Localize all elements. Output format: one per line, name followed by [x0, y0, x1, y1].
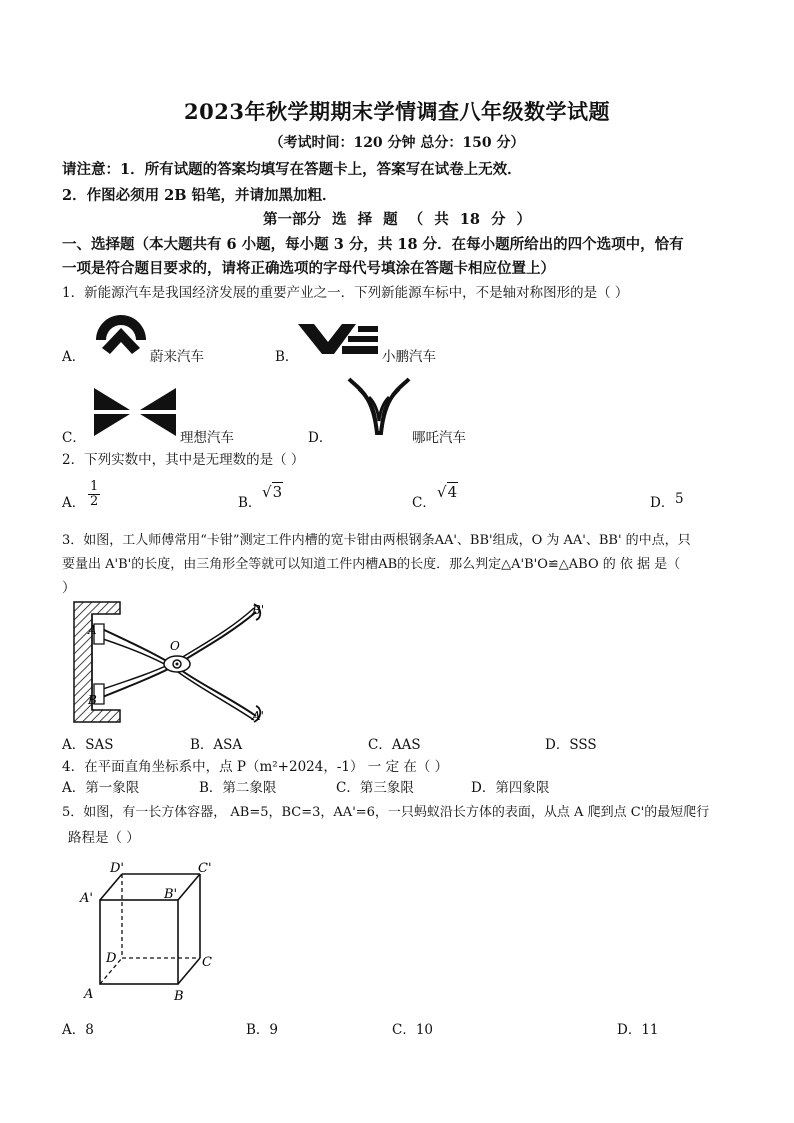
part1-intro-line-2: 一项是符合题目要求的，请将正确选项的字母代号填涂在答题卡相应位置上） — [62, 260, 555, 277]
point-d-label: D — [106, 951, 117, 966]
li-auto-logo-icon — [92, 386, 178, 438]
sqrt-icon: √ — [262, 483, 272, 501]
q5-option-d: D．11 — [617, 1022, 659, 1038]
q2-option-d-letter: D． — [650, 495, 675, 511]
q5-option-c: C．10 — [392, 1022, 434, 1038]
point-a-label: A — [84, 987, 94, 1002]
q1-option-d-letter: D． — [308, 430, 333, 446]
point-d-prime-label: D' — [110, 861, 124, 876]
q2-option-b-letter: B． — [238, 495, 262, 511]
q4-stem: 4．在平面直角坐标系中，点 P（m²+2024，-1） 一 定 在（ ） — [62, 759, 449, 775]
neta-logo-icon — [345, 375, 413, 435]
q1-option-b-label: 小鹏汽车 — [382, 349, 436, 365]
q3-line-3: ） — [62, 580, 76, 596]
point-b-label: B — [88, 693, 97, 707]
point-b-prime-label: B' — [164, 887, 178, 902]
q3-option-c: C．AAS — [368, 737, 421, 753]
q2-option-b-sqrt — [262, 483, 283, 501]
point-a-label: A — [88, 623, 97, 637]
q1-option-a-letter: A． — [62, 349, 86, 365]
q4-option-c: C．第三象限 — [336, 780, 414, 796]
point-o-label: O — [170, 639, 180, 653]
sqrt-icon: √ — [437, 483, 447, 501]
part1-heading: 第一部分 选 择 题 （ 共 18 分 ） — [262, 211, 532, 228]
radicand: 4 — [447, 483, 458, 501]
q2-option-a-fraction — [88, 480, 100, 509]
point-b-label: B — [174, 989, 184, 1004]
point-a-prime-label: A' — [80, 891, 93, 906]
q4-option-b: B．第二象限 — [199, 780, 277, 796]
point-b-prime-label: B' — [252, 603, 265, 617]
q2-option-d-value: 5 — [675, 491, 684, 507]
q3-option-a: A．SAS — [62, 737, 114, 753]
exam-title: 2023年秋学期期末学情调查八年级数学试题 — [184, 99, 610, 124]
q2-stem: 2．下列实数中，其中是无理数的是（ ） — [62, 452, 305, 468]
q2-option-a-letter: A． — [62, 495, 86, 511]
q1-option-a-label: 蔚来汽车 — [150, 349, 204, 365]
part1-intro-line-1: 一、选择题（本大题共有 6 小题，每小题 3 分，共 18 分．在每小题所给出的四个选项中，恰有 — [62, 236, 684, 253]
notice-line-2: 2．作图必须用 2B 铅笔，并请加黑加粗． — [62, 187, 337, 204]
q5-option-b: B．9 — [246, 1022, 279, 1038]
xpeng-logo-icon — [298, 322, 382, 356]
point-a-prime-label: A' — [252, 709, 264, 723]
point-c-label: C — [202, 955, 212, 970]
q3-line-2: 要量出 A'B'的长度，由三角形全等就可以知道工件内槽AB的长度．那么判定△A'B'O≌△ABO 的 依 据 是（ — [62, 557, 681, 572]
fraction-numerator: 1 — [90, 479, 99, 494]
notice-line-1: 请注意：1．所有试题的答案均填写在答题卡上，答案写在试卷上无效． — [62, 161, 522, 178]
q5-option-a: A．8 — [62, 1022, 94, 1038]
q1-option-d-label: 哪吒汽车 — [412, 430, 466, 446]
q2-option-c-letter: C． — [412, 495, 436, 511]
nio-logo-icon — [92, 306, 150, 360]
q3-option-d: D．SSS — [545, 737, 597, 753]
q1-option-c-label: 理想汽车 — [180, 430, 234, 446]
q4-option-a: A．第一象限 — [62, 780, 140, 796]
q1-option-b-letter: B． — [275, 349, 299, 365]
q3-line-1: 3．如图，工人师傅常用“卡钳”测定工件内槽的宽卡钳由两根钢条AA'、BB'组成，O 为 AA'、BB' 的中点，只 — [62, 533, 691, 548]
q1-option-c-letter: C． — [62, 430, 86, 446]
fraction-denominator: 2 — [90, 494, 99, 509]
point-c-prime-label: C' — [198, 861, 212, 876]
q2-option-c-sqrt — [437, 483, 458, 501]
cuboid-figure — [74, 858, 224, 1006]
exam-subtitle: （考试时间：120 分钟 总分：150 分） — [269, 135, 525, 151]
q5-line-1: 5．如图，有一长方体容器， AB=5，BC=3，AA'=6，一只蚂蚁沿长方体的表面，从点 A 爬到点 C'的最短爬行 — [62, 805, 710, 820]
q4-option-d: D．第四象限 — [471, 780, 550, 796]
q3-option-b: B．ASA — [190, 737, 243, 753]
caliper-figure — [70, 598, 272, 726]
radicand: 3 — [272, 483, 283, 501]
q1-stem: 1．新能源汽车是我国经济发展的重要产业之一．下列新能源车标中，不是轴对称图形的是（ ） — [62, 285, 629, 301]
q5-line-2: 路程是（ ） — [68, 830, 140, 846]
